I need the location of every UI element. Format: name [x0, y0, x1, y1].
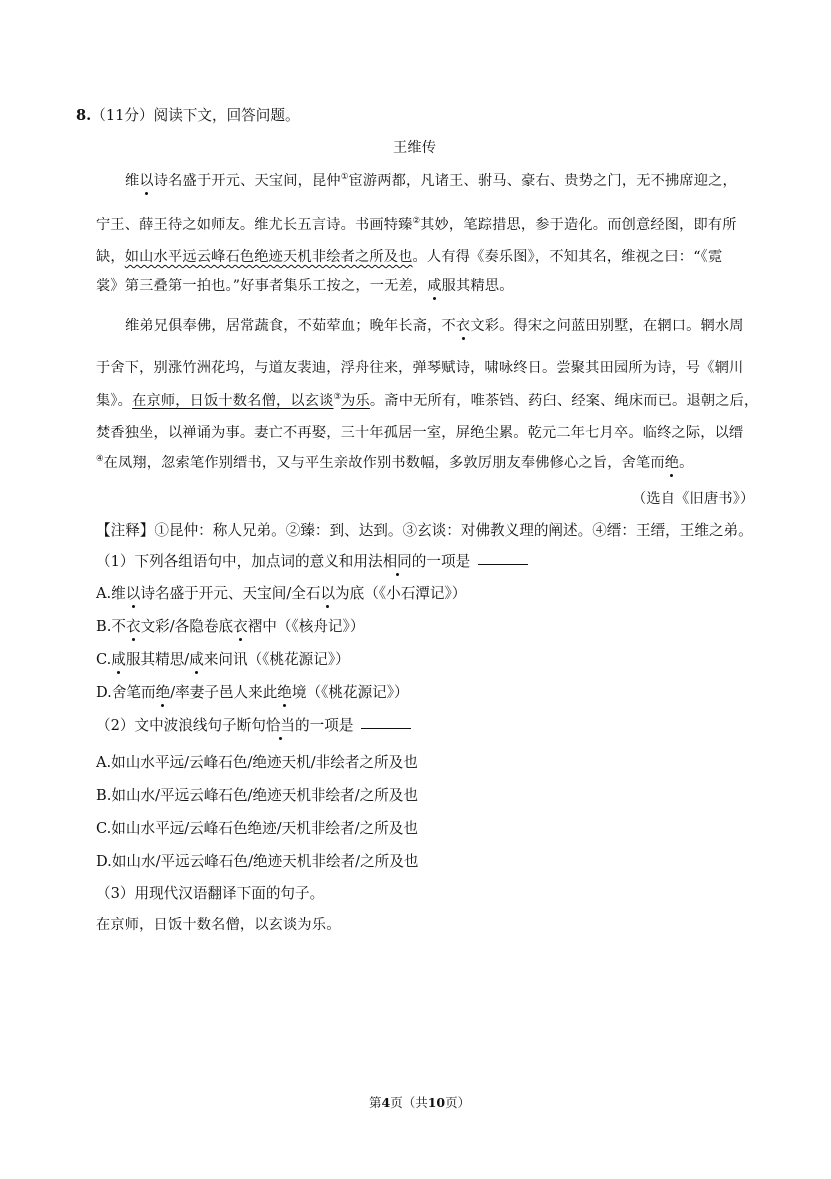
page-footer — [369, 1093, 470, 1111]
passage-line — [125, 170, 737, 190]
passage-line — [96, 246, 722, 266]
text-span: 。人有得《奏乐图》，不知其名，维视之曰：“《霓 — [412, 249, 723, 265]
text-span: （3）用现代汉语翻译下面的句子。 — [96, 885, 325, 902]
dotted-word: 衣 — [456, 315, 470, 335]
dotted-word: 咸 — [427, 275, 441, 295]
text-span: 文彩/各隐卷底 — [140, 618, 234, 635]
underlined-sentence-end: 为乐 — [341, 393, 370, 409]
text-span: 焚香独坐，以禅诵为事。妻亡不再娶，三十年孤居一室，屏绝尘累。乾元二年七月卒。临终之际，以缙 — [96, 425, 744, 441]
dotted-word: 咸 — [111, 648, 126, 669]
sub-question-3-stem — [96, 882, 324, 903]
text-span: A.维 — [96, 585, 126, 602]
text-span: 宦游两都，凡诸王、驸马、豪右、贵势之门，无不拂席迎之， — [348, 173, 737, 189]
text-span: 宁王、薛王待之如师友。维尤长五言诗。书画特臻 — [96, 217, 413, 233]
text-span: 诗名盛于开元、天宝间，昆仲 — [153, 173, 341, 189]
text-span: 裳》第三叠第一拍也。”好事者集乐工按之，一无差， — [96, 278, 428, 294]
option-d — [96, 681, 409, 702]
sub-question-1-stem — [96, 550, 528, 571]
notes-text: 【注释】①昆仲：称人兄弟。②臻：到、达到。③玄谈：对佛教义理的阐述。④缙：王缙，王维之弟。 — [96, 522, 753, 539]
text-span: 来问讯（《桃花源记》） — [203, 651, 350, 668]
answer-blank[interactable] — [361, 727, 411, 729]
passage-line — [96, 357, 743, 377]
passage-line — [96, 422, 743, 442]
text-span: （2）文中波浪线句子断句 — [96, 717, 266, 734]
text-span: 服其精思/ — [125, 651, 190, 668]
passage-line — [96, 390, 758, 410]
dotted-word: 以 — [320, 582, 335, 603]
page-total: 10 — [427, 1095, 446, 1110]
question-instruction: （11分）阅读下文，回答问题。 — [91, 107, 300, 124]
option-c — [96, 817, 418, 838]
source-text: （选自《旧唐书》） — [632, 491, 755, 507]
text-span: 页） — [445, 1095, 471, 1110]
dotted-word: 衣 — [233, 615, 248, 636]
text-span: 维弟兄俱奉佛，居常蔬食，不茹荤血；晚年长斋，不 — [125, 318, 456, 334]
passage-line — [96, 452, 694, 472]
text-span: 缺， — [96, 249, 125, 265]
passage-line — [96, 275, 514, 295]
dotted-word: 绝 — [277, 681, 292, 702]
text-span: 褶中（《核舟记》） — [247, 618, 365, 635]
text-span: /率妻子邑人来此 — [170, 684, 278, 701]
option-d — [96, 850, 418, 871]
text-span: 第 — [369, 1095, 382, 1110]
passage-title-text: 王维传 — [393, 140, 437, 156]
passage-line — [96, 214, 737, 234]
dotted-word: 以 — [139, 170, 153, 190]
passage-line — [125, 315, 744, 335]
text-span: 服其精思。 — [441, 278, 514, 294]
option-b — [96, 615, 364, 636]
text-span: 。 — [679, 455, 694, 471]
text-span: A.如山水平远/云峰石色/绝迹天机/非绘者之所及也 — [96, 754, 418, 771]
text-span: 其妙，笔踪措思，参于造化。而创意经图，即有所 — [420, 217, 737, 233]
footnote-mark: ① — [340, 172, 349, 182]
text-span: 在京师，日饭十数名僧，以玄谈为乐。 — [96, 917, 341, 933]
text-span: B.如山水/平远云峰石色/绝迹天机非绘者/之所及也 — [96, 787, 418, 804]
dotted-word: 咸 — [189, 648, 204, 669]
footnote-mark: ④ — [96, 454, 104, 464]
passage-source — [632, 488, 754, 508]
text-span: 于舍下，别涨竹洲花坞，与道友裴迪，浮舟往来，弹琴赋诗，啸咏终日。尝聚其田园所为诗，号《辋川 — [96, 360, 744, 376]
passage-title — [393, 137, 436, 157]
text-span: D.舍笔而 — [96, 684, 156, 701]
text-span: 集》。 — [96, 393, 133, 409]
text-span: 页（共 — [390, 1095, 428, 1110]
question-header — [76, 104, 300, 125]
text-span: 境（《桃花源记》） — [291, 684, 409, 701]
text-span: C. — [96, 651, 112, 668]
text-span: 为底（《小石潭记》） — [335, 585, 467, 602]
dotted-word: 绝 — [156, 681, 171, 702]
dotted-word: 衣 — [126, 615, 141, 636]
option-a — [96, 751, 418, 772]
text-span: （1）下列各组语句中，加点词的意义和用法 — [96, 553, 383, 570]
text-span: 。斋中无所有，唯茶铛、药臼、经案、绳床而已。退朝之后， — [369, 393, 759, 409]
dotted-word: 绝 — [665, 452, 679, 472]
text-span: 诗名盛于开元、天宝间/全石 — [140, 585, 321, 602]
translation-sentence — [96, 914, 341, 934]
question-number: 8. — [76, 107, 92, 124]
text-span: C.如山水平远/云峰石色绝迹/天机非绘者/之所及也 — [96, 820, 418, 837]
text-span: D.如山水/平远云峰石色/绝迹天机非绘者/之所及也 — [96, 853, 419, 870]
text-span: 维 — [125, 173, 140, 189]
text-span: 文彩。得宋之问蓝田别墅，在辋口。辋水周 — [470, 318, 744, 334]
footnote-mark: ② — [412, 216, 421, 226]
text-span: 的一项是 — [411, 553, 471, 570]
option-b — [96, 784, 418, 805]
sub-question-2-stem — [96, 714, 411, 735]
footnote-mark: ③ — [333, 392, 342, 402]
dotted-word: 以 — [126, 582, 141, 603]
page-number: 4 — [381, 1095, 391, 1110]
option-c — [96, 648, 350, 669]
text-span: 的一项是 — [295, 717, 354, 734]
option-a — [96, 582, 466, 603]
answer-blank[interactable] — [478, 563, 528, 565]
underlined-sentence: 在京师，日饭十数名僧，以玄谈 — [132, 393, 334, 409]
wavy-underlined-sentence: 如山水平远云峰石色绝迹天机非绘者之所及也 — [124, 249, 413, 265]
annotation-notes — [96, 519, 753, 540]
dotted-word: 相同 — [383, 550, 412, 571]
text-span: 在凤翔，忽索笔作别缙书，又与平生亲故作别书数幅，多敦厉朋友奉佛修心之旨，舍笔而 — [103, 455, 665, 471]
text-span: B.不 — [96, 618, 126, 635]
dotted-word: 恰当 — [266, 714, 295, 735]
